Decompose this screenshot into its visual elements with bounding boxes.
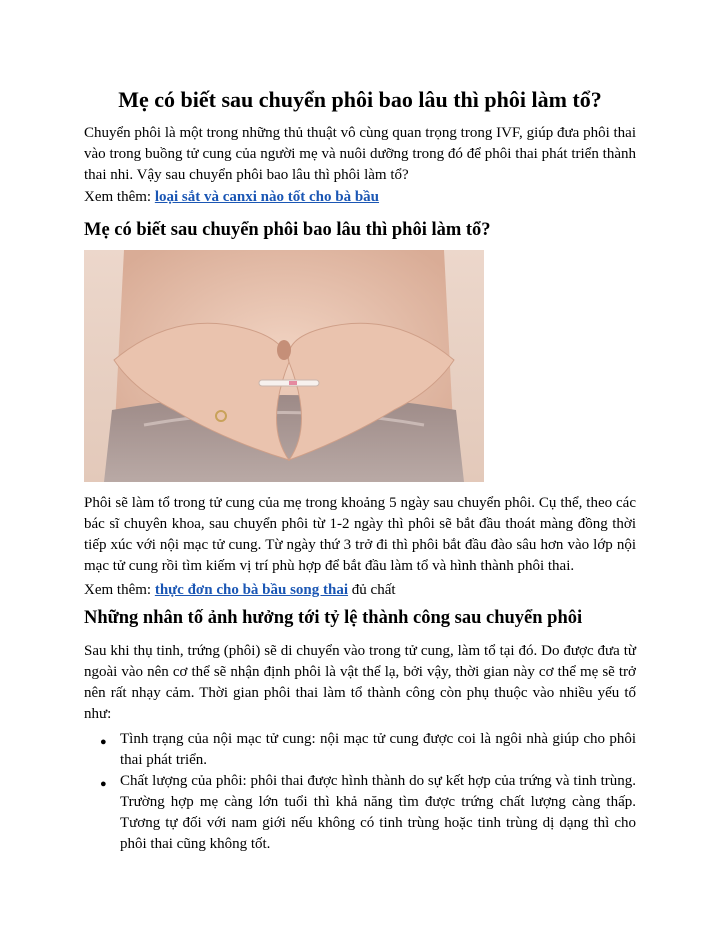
bullet-icon: ● <box>100 736 107 748</box>
paragraph-1: Phôi sẽ làm tổ trong tử cung của mẹ trong khoảng 5 ngày sau chuyển phôi. Cụ thể, theo các bác sĩ chuyên khoa, sau chuyển phôi từ 1-2 ngày thì phôi sẽ bắt đầu thoát màng đồng thời tiếp xúc với nội mạc tử cung. Từ ngày thứ 3 trở đi thì phôi bắt đầu đào sâu hơn vào lớp nội mạc tử cung rồi tìm kiếm vị trí phù hợp để bắt đầu làm tổ và hình thành phôi thai. <box>84 495 636 574</box>
list-item <box>84 771 636 855</box>
see-also-2-link[interactable]: thực đơn cho bà bầu song thai <box>154 582 349 598</box>
see-also-2-suffix: đủ chất <box>348 582 396 598</box>
intro-paragraph: Chuyển phôi là một trong những thủ thuật vô cùng quan trọng trong IVF, giúp đưa phôi thai vào trong buồng tử cung của người mẹ và nuôi dưỡng trong đó để phôi thai phát triển thành thai nhi. Vậy sau chuyển phôi bao lâu thì phôi làm tổ? <box>84 125 636 183</box>
belly-hands-photo <box>84 250 484 482</box>
section-heading-2: Những nhân tố ảnh hưởng tới tỷ lệ thành công sau chuyển phôi <box>84 608 583 628</box>
list-item-text: Chất lượng của phôi: phôi thai được hình thành do sự kết hợp của trứng và tinh trùng. Trường hợp mẹ càng lớn tuổi thì khả năng tìm được trứng chất lượng càng thấp. Tương tự đối với nam giới nếu không có tinh trùng hoặc tinh trùng dị dạng thì cho phôi thai cũng không tốt. <box>120 773 636 852</box>
factor-list <box>84 729 636 855</box>
bullet-icon: ● <box>100 778 107 790</box>
list-item <box>84 729 636 771</box>
article-photo <box>84 250 484 482</box>
list-item-text: Tình trạng của nội mạc tử cung: nội mạc tử cung được coi là ngôi nhà giúp cho phôi thai phát triển. <box>120 731 636 768</box>
see-also-2-prefix: Xem thêm: <box>84 582 155 598</box>
see-also-2 <box>84 580 636 601</box>
paragraph-2: Sau khi thụ tinh, trứng (phôi) sẽ di chuyển vào trong tử cung, làm tổ tại đó. Do được đưa từ ngoài vào nên cơ thể sẽ nhận định phôi là vật thể lạ, bởi vậy, thời gian này cơ thể mẹ sẽ trở nên rất nhạy cảm. Thời gian phôi thai làm tổ thành công còn phụ thuộc vào nhiều yếu tố như: <box>84 643 636 722</box>
see-also-1 <box>84 187 636 208</box>
see-also-1-link[interactable]: loại sắt và canxi nào tốt cho bà bầu <box>154 189 380 205</box>
see-also-1-prefix: Xem thêm: <box>84 189 155 205</box>
page-title: Mẹ có biết sau chuyển phôi bao lâu thì phôi làm tổ? <box>118 87 602 112</box>
section-heading-1: Mẹ có biết sau chuyển phôi bao lâu thì phôi làm tổ? <box>84 220 491 240</box>
